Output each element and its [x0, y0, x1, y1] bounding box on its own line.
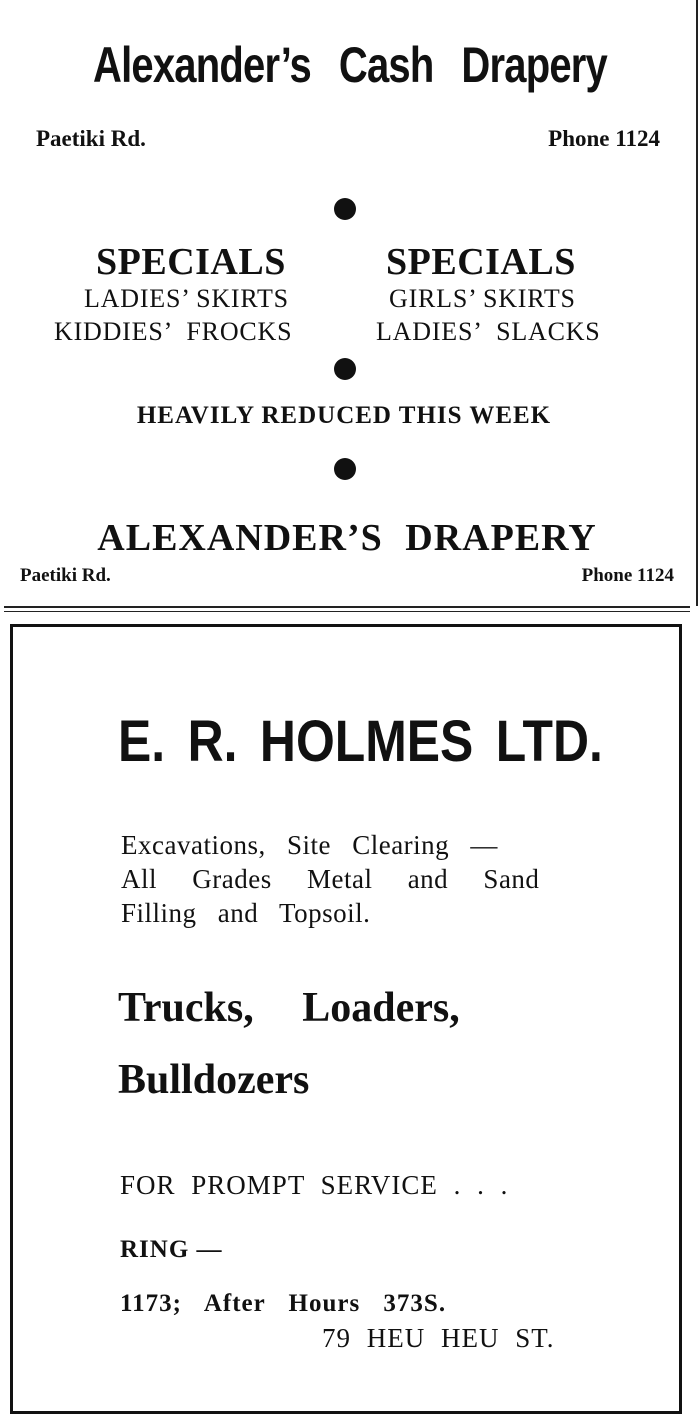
equipment-line: Trucks, Loaders, [118, 985, 460, 1031]
bullet-dot [334, 198, 356, 220]
ring-label: RING — [120, 1236, 223, 1263]
services-line: Excavations, Site Clearing — [121, 830, 498, 860]
drapery-address: Paetiki Rd. [36, 126, 146, 151]
drapery-phone: Phone 1124 [548, 126, 660, 151]
drapery-footer-address: Paetiki Rd. [20, 565, 111, 586]
services-line: Filling and Topsoil. [121, 898, 371, 928]
separator-rule [4, 606, 690, 608]
special-item: KIDDIES’ FROCKS [54, 317, 293, 346]
specials-heading-right: SPECIALS [386, 241, 576, 283]
holmes-address: 79 HEU HEU ST. [322, 1323, 555, 1353]
specials-heading-left: SPECIALS [96, 241, 286, 283]
column-rule [696, 0, 698, 606]
holmes-title: E. R. HOLMES LTD. [118, 709, 603, 774]
equipment-line: Bulldozers [118, 1057, 310, 1103]
separator-rule [4, 611, 690, 612]
special-item: LADIES’ SLACKS [376, 317, 601, 346]
special-item: LADIES’ SKIRTS [84, 284, 289, 313]
drapery-footer-name: ALEXANDER’S DRAPERY [97, 517, 597, 559]
special-item: GIRLS’ SKIRTS [389, 284, 576, 313]
prompt-service-text: FOR PROMPT SERVICE . . . [120, 1170, 509, 1200]
phone-numbers: 1173; After Hours 373S. [120, 1290, 447, 1317]
drapery-footer-phone: Phone 1124 [581, 565, 674, 586]
services-line: All Grades Metal and Sand [121, 864, 540, 894]
drapery-title: Alexander’s Cash Drapery [92, 37, 608, 93]
bullet-dot [334, 358, 356, 380]
bullet-dot [334, 458, 356, 480]
reduction-notice: HEAVILY REDUCED THIS WEEK [136, 402, 552, 429]
